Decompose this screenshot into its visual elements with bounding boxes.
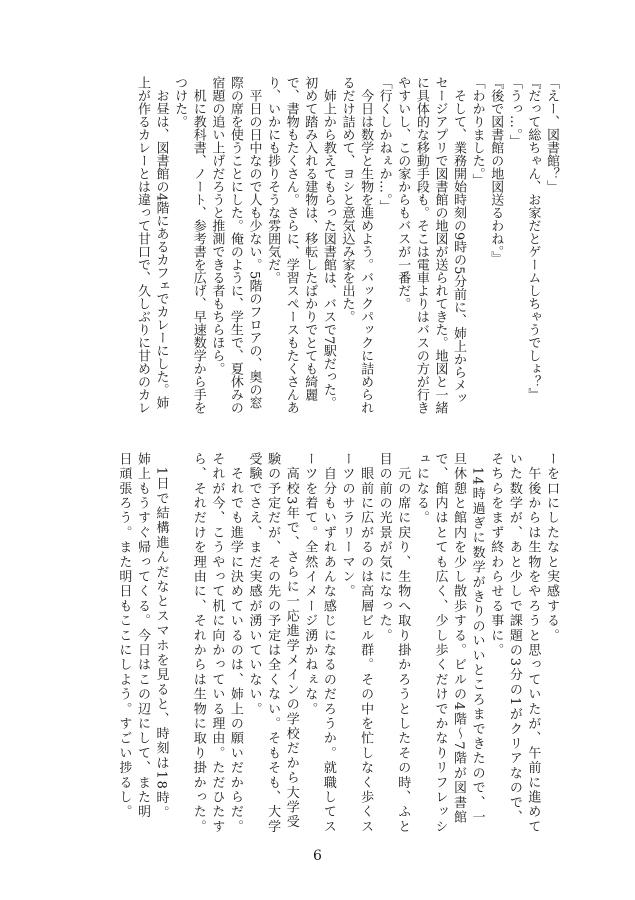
text-column: 『だって総ちゃん、お家だとゲームしちゃうでしょ？』 bbox=[525, 76, 541, 401]
lower-text-tier bbox=[114, 452, 560, 844]
text-column: 『後で図書館の地図送るわね。』 bbox=[488, 76, 504, 265]
text-column: 姉上から教えてもらった図書館は、バスで7駅だった。 bbox=[320, 76, 336, 410]
text-column: 午後からは生物をやろうと思っていたが、午前に進めて bbox=[525, 452, 541, 835]
text-column: そして、業務開始時刻の9時の5分前に、姉上からメッ bbox=[451, 76, 467, 405]
text-column: 日頑張ろう。また明日もここにしよう。すごい捗るし。 bbox=[116, 452, 132, 820]
text-column: で、書物もたくさん。さらに、学習スペースもたくさんあ bbox=[283, 76, 299, 414]
text-column: 旦休憩と館内を少し散歩する。ビルの4階〜7階が図書館 bbox=[451, 452, 467, 825]
text-column: 目の前の光景が気になった。 bbox=[376, 452, 392, 644]
text-column: に具体的な移動手段も。そこは電車よりはバスの方が行き bbox=[413, 76, 429, 414]
text-column: 高校3年で、さらに一応進学メインの学校だから大学受 bbox=[283, 452, 299, 830]
text-column: 今日は数学と生物を進めよう。バックパックに詰められ bbox=[358, 76, 374, 414]
text-column: 宿題の追い上げだろうと推測できる者もちらほら。 bbox=[209, 76, 225, 375]
text-column: ーを口にしたなと実感する。 bbox=[544, 452, 559, 644]
text-column: で、館内はとても広く、少し歩くだけでかなりリフレッシ bbox=[432, 452, 448, 835]
upper-text-tier bbox=[132, 76, 560, 421]
text-column: 「わかりました。」 bbox=[469, 76, 485, 187]
text-column: ュになる。 bbox=[413, 452, 429, 526]
text-column: 上が作るカレーとは違って甘口で、久しぶりに甘めのカレ bbox=[134, 76, 150, 414]
text-column: それでも進学に決めているのは、姉上の願いだからだ。 bbox=[227, 452, 243, 835]
text-column: やすいし、この家からもバスが一番だ。 bbox=[395, 76, 411, 310]
text-column: 初めて踏み入れる建物は、移転したばかりでとても綺麗 bbox=[302, 76, 318, 401]
text-column: つけた。 bbox=[172, 76, 188, 128]
text-column: 験の予定だが、その先の予定は全くない。そもそも、大学 bbox=[265, 452, 281, 835]
text-column: 「えー、図書館？」 bbox=[544, 76, 559, 193]
text-column: 机に教科書、ノート、参考書を広げ、早速数学から手を bbox=[190, 76, 206, 414]
text-column: そちらをまず終わらせる事に。 bbox=[488, 452, 504, 658]
text-column: 自分もいずれあんな感じになるのだろうか。就職してス bbox=[320, 452, 336, 835]
text-column: 1日で結構進んだなとスマホを見ると、時刻は18時。 bbox=[153, 452, 169, 821]
text-column: 元の席に戻り、生物へ取り掛かろうとしたその時、ふと bbox=[395, 452, 411, 835]
text-column: 姉上もうすぐ帰ってくる。今日はこの辺にして、また明 bbox=[134, 452, 150, 820]
text-column: お昼は、図書館の4階にあるカフェでカレーにした。姉 bbox=[153, 76, 169, 410]
text-column: ら、それだけを理由に、それからは生物に取り掛かった。 bbox=[190, 452, 206, 835]
text-column: 眼前に広がるのは高層ビル群。その中を忙しなく歩くス bbox=[358, 452, 374, 835]
text-column: 14時過ぎに数学がきりのいいところまできたので、一 bbox=[469, 452, 485, 825]
text-column: 「行くしかねぇか…。」 bbox=[376, 76, 392, 213]
text-column: 平日の日中なので人も少ない。5階のフロアの、奥の窓 bbox=[246, 76, 262, 410]
text-column: り、いかにも捗りそうな雰囲気だ。 bbox=[265, 76, 281, 284]
text-column: ーツのサラリーマン。 bbox=[339, 452, 355, 599]
blank-column bbox=[170, 452, 189, 844]
text-column: いた数学が、あと少しで課題の3分の1がクリアなので、 bbox=[506, 452, 522, 825]
text-column: 受験でさえ、まだ実感が湧いていない。 bbox=[246, 452, 262, 717]
text-column: 際の席を使うことにした。俺のように、学生で、夏休みの bbox=[227, 76, 243, 414]
text-column: セージアプリで図書館の地図が送られてきた。地図と一緒 bbox=[432, 76, 448, 414]
text-column: それが今、こうやって机に向かっている理由。ただひたす bbox=[209, 452, 225, 835]
text-column: 「うっ…。」 bbox=[506, 76, 522, 148]
text-column: るだけ詰めて、ヨシと意気込み家を出た。 bbox=[339, 76, 355, 323]
page-number: 6 bbox=[313, 848, 322, 864]
text-column: ーツを着て。全然イメージ湧かねぇな。 bbox=[302, 452, 318, 717]
